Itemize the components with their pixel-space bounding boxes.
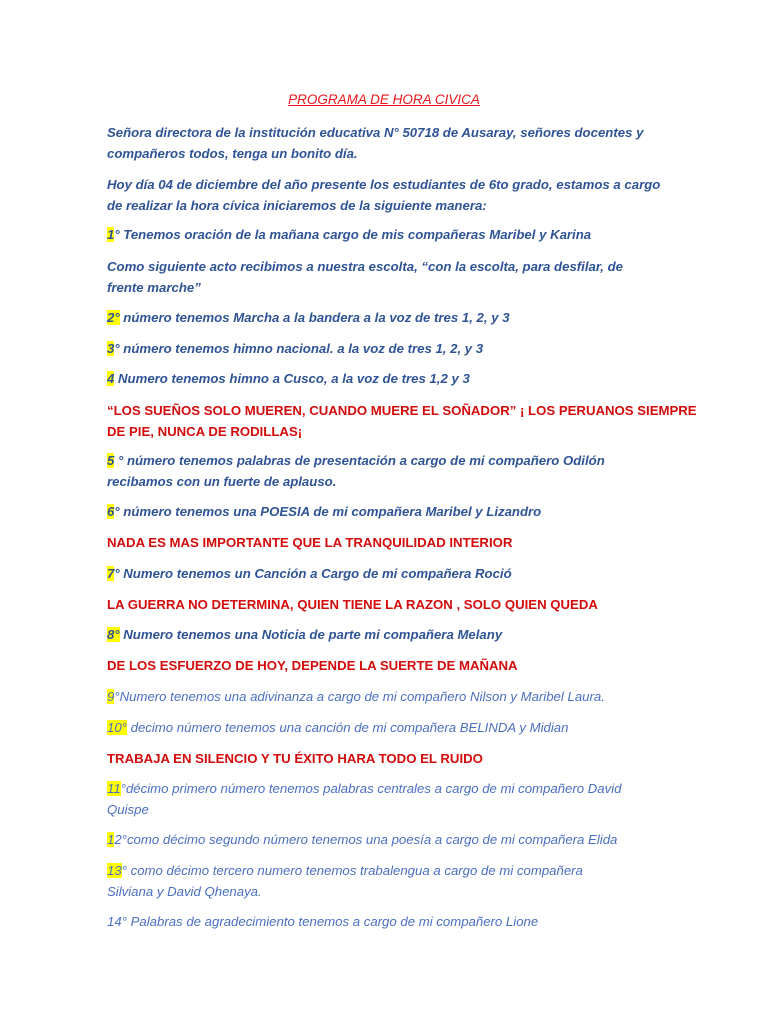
program-item-2 [107, 307, 677, 328]
item-number-highlight: 11 [107, 781, 121, 796]
item-number-highlight: 4 [107, 371, 115, 386]
opening-line-2: de realizar la hora cívica iniciaremos de la siguiente manera: [107, 198, 487, 213]
program-item-8 [107, 624, 677, 645]
item-number-highlight: 7 [107, 566, 115, 581]
item-number-highlight: 5 [107, 453, 115, 468]
item-text: decimo número tenemos una canción de mi compañera BELINDA y Midian [126, 720, 569, 735]
quote-guerra: LA GUERRA NO DETERMINA, QUIEN TIENE LA RAZON , SOLO QUIEN QUEDA [107, 597, 598, 612]
item-number-highlight: 10° [107, 720, 127, 735]
item-text: Numero tenemos himno a Cusco, a la voz de tres 1,2 y 3 [114, 371, 470, 386]
program-item-7 [107, 563, 677, 584]
program-item-3 [107, 338, 677, 359]
item-number-highlight: 8° [107, 627, 120, 642]
escolta-line-2: frente marche” [107, 280, 201, 295]
item-text: ° Numero tenemos un Canción a Cargo de mi compañera Roció [114, 566, 512, 581]
quote-line-1: “LOS SUEÑOS SOLO MUEREN, CUANDO MUERE EL SOÑADOR” ¡ LOS PERUANOS SIEMPRE [107, 403, 697, 418]
program-item-13 [107, 860, 677, 881]
item-number-highlight: 9 [107, 689, 115, 704]
item-text: Numero tenemos una Noticia de parte mi compañera Melany [119, 627, 503, 642]
item-text: °Numero tenemos una adivinanza a cargo de mi compañero Nilson y Maribel Laura. [114, 689, 605, 704]
item-text: ° número tenemos una POESIA de mi compañera Maribel y Lizandro [114, 504, 542, 519]
item-number-highlight: 2° [107, 310, 120, 325]
item-text: °décimo primero número tenemos palabras centrales a cargo de mi compañero David [120, 781, 622, 796]
item-text: ° número tenemos palabras de presentación a cargo de mi compañero Odilón [114, 453, 605, 468]
quote-line-2: DE PIE, NUNCA DE RODILLAS¡ [107, 424, 303, 439]
program-item-5 [107, 450, 677, 471]
item-number-highlight: 6 [107, 504, 115, 519]
program-item-4 [107, 368, 677, 389]
program-item-12 [107, 829, 677, 850]
escolta-line-1: Como siguiente acto recibimos a nuestra escolta, “con la escolta, para desfilar, de [107, 259, 623, 274]
program-item-5-cont: recibamos con un fuerte de aplauso. [107, 474, 337, 489]
intro-line-1: Señora directora de la institución educativa N° 50718 de Ausaray, señores docentes y [107, 125, 644, 140]
item-number-highlight: 1 [107, 832, 115, 847]
item-text: ° como décimo tercero numero tenemos trabalengua a cargo de mi compañera [121, 863, 583, 878]
item-text: ° Tenemos oración de la mañana cargo de mis compañeras Maribel y Karina [114, 227, 592, 242]
program-item-11 [107, 778, 677, 799]
quote-esfuerzo: DE LOS ESFUERZO DE HOY, DEPENDE LA SUERTE DE MAÑANA [107, 658, 518, 673]
page-title: PROGRAMA DE HORA CIVICA [288, 92, 480, 107]
quote-tranquilidad: NADA ES MAS IMPORTANTE QUE LA TRANQUILIDAD INTERIOR [107, 535, 513, 550]
quote-trabaja: TRABAJA EN SILENCIO Y TU ÉXITO HARA TODO EL RUIDO [107, 751, 483, 766]
item-text: ° número tenemos himno nacional. a la voz de tres 1, 2, y 3 [114, 341, 484, 356]
intro-line-2: compañeros todos, tenga un bonito día. [107, 146, 358, 161]
item-number-highlight: 3 [107, 341, 115, 356]
opening-line-1: Hoy día 04 de diciembre del año presente los estudiantes de 6to grado, estamos a cargo [107, 177, 661, 192]
item-text: número tenemos Marcha a la bandera a la voz de tres 1, 2, y 3 [119, 310, 510, 325]
program-item-11-cont: Quispe [107, 802, 149, 817]
program-item-10 [107, 717, 677, 738]
program-item-14: 14° Palabras de agradecimiento tenemos a cargo de mi compañero Lione [107, 914, 539, 929]
program-item-13-cont: Silviana y David Qhenaya. [107, 884, 262, 899]
program-item-9 [107, 686, 677, 707]
item-number-highlight: 1 [107, 227, 115, 242]
item-text: 2°como décimo segundo número tenemos una poesía a cargo de mi compañera Elida [114, 832, 618, 847]
program-item-6 [107, 501, 677, 522]
program-item-1 [107, 224, 677, 245]
item-number-highlight: 13 [107, 863, 122, 878]
